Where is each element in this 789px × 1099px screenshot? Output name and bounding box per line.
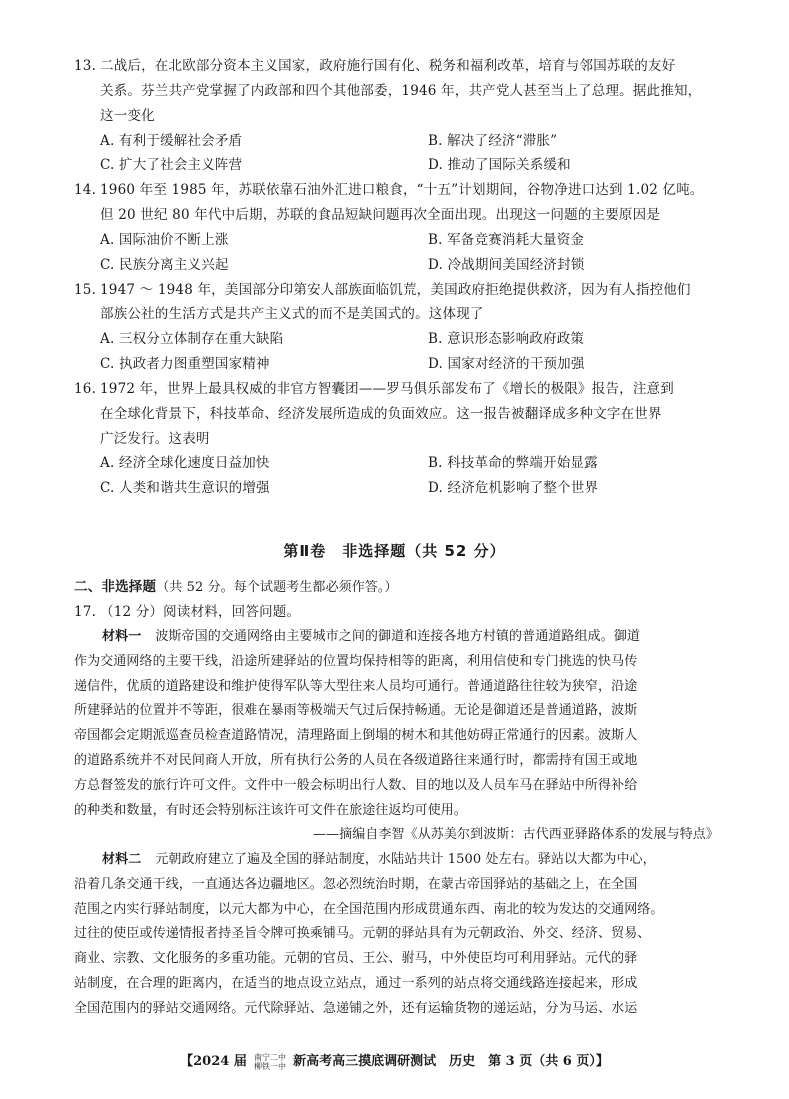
q14-option-b: B. 军备竞赛消耗大量资金: [428, 232, 585, 248]
q16-option-d: D. 经济危机影响了整个世界: [428, 480, 599, 496]
q16-option-a: A. 经济全球化速度日益加快: [100, 455, 270, 471]
q17-material-1-source: ——摘编自李智《从苏美尔到波斯：古代西亚驿路体系的发展与特点》: [312, 827, 719, 842]
q14-option-d: D. 冷战期间美国经济封锁: [428, 257, 585, 273]
q17-material-2-line-5: 商业、宗教、文化服务的多重功能。元朝的官员、王公、驸马，中外使臣均可利用驿站。元代的驿: [74, 951, 638, 966]
q16-line-3: 广泛发行。这表明: [100, 431, 210, 447]
q13-option-d: D. 推动了国际关系缓和: [428, 157, 571, 173]
q16-line-2: 在全球化背景下，科技革命、经济发展所造成的负面效应。这一报告被翻译成多种文字在世界: [100, 406, 662, 422]
q16-option-b: B. 科技革命的弊端开始显露: [428, 455, 598, 471]
q15-option-b: B. 意识形态影响政府政策: [428, 331, 585, 347]
q17-material-2-line-6: 站制度，在合理的距离内，在适当的地点设立站点，通过一系列的站点将交通线路连接起来，形成: [74, 976, 638, 991]
q17-material-1-line-2: 作为交通网络的主要干线，沿途所建驿站的位置均保持相等的距离，利用信使和专门挑选的快马传: [74, 654, 638, 669]
q17-material-2-line-1: 材料二 元朝政府建立了遍及全国的驿站制度，水陆站共计 1500 处左右。驿站以大都为中心，: [102, 852, 656, 867]
q14-line-2: 但 20 世纪 80 年代中后期，苏联的食品短缺问题再次全面出现。出现这一问题的主要原因是: [100, 207, 661, 223]
q17-material-1-line-5: 帝国都会定期派巡查员检查道路情况，清理路面上倒塌的树木和其他妨碍正常通行的因素。波斯人: [74, 728, 638, 743]
q17-prompt: 17. （12 分）阅读材料，回答问题。: [74, 604, 301, 620]
footer-school-bottom: 柳铁一中: [254, 1061, 286, 1071]
q17-material-2-line-7: 全国范围内的驿站交通网络。元代除驿站、急递铺之外，还有运输货物的递运站，分为马运、水运: [74, 1001, 638, 1016]
q17-material-1-line-7: 方总督签发的旅行许可文件。文件中一般会标明出行人数、目的地以及人员车马在驿站中所得补给: [74, 778, 638, 793]
footer-school-top: 南宁二中: [254, 1052, 286, 1062]
q17-material-1-line-6: 的道路系统并不对民间商人开放，所有执行公务的人员在各级道路往来通行时，都需持有国王或地: [74, 753, 638, 768]
footer-left: 【2024 届: [180, 1054, 247, 1069]
section-title: 第Ⅱ卷 非选择题（共 52 分）: [283, 542, 506, 560]
q15-option-c: C. 执政者力图重塑国家精神: [100, 356, 270, 372]
q13-option-a: A. 有利于缓解社会矛盾: [100, 133, 243, 149]
footer-right: 新高考高三摸底调研测试 历史 第 3 页（共 6 页）】: [293, 1054, 609, 1069]
q13-line-3: 这一变化: [100, 108, 155, 124]
q15-option-a: A. 三权分立体制存在重大缺陷: [100, 331, 284, 347]
q16-line-1: 16. 1972 年，世界上最具权威的非官方智囊团——罗马俱乐部发布了《增长的极限》报告，注意到: [74, 381, 674, 397]
page-footer: [0, 1050, 789, 1071]
section-heading-note: （共 52 分。每个试题考生都必须作答。）: [156, 580, 398, 595]
q17-material-1-line-8: 的种类和数量，有时还会特别标注该许可文件在旅途往返均可使用。: [74, 803, 468, 818]
q17-material-2-line-3: 范围之内实行驿站制度，以元大都为中心，在全国范围内形成贯通东西、南北的较为发达的交通网络。: [74, 902, 664, 917]
q17-material-1-line-4: 所建驿站的位置并不等距，很难在暴雨等极端天气过后保持畅通。无论是御道还是普通道路，波斯: [74, 703, 638, 718]
q13-line-1: 13. 二战后，在北欧部分资本主义国家，政府施行国有化、税务和福利改革，培育与邻国苏联的友好: [74, 58, 676, 74]
q14-option-c: C. 民族分离主义兴起: [100, 257, 229, 273]
q14-option-a: A. 国际油价不断上涨: [100, 232, 229, 248]
q17-material-1-line-1: 材料一 波斯帝国的交通网络由主要城市之间的御道和连接各地方村镇的普通道路组成。御道: [102, 629, 641, 644]
footer-schools: [254, 1053, 286, 1071]
q13-option-c: C. 扩大了社会主义阵营: [100, 157, 243, 173]
q15-option-d: D. 国家对经济的干预加强: [428, 356, 585, 372]
section-heading-label: 二、非选择题: [74, 579, 157, 595]
q17-material-2-line-4: 过往的使臣或传递情报者持圣旨令牌可换乘铺马。元朝的驿站具有为元朝政治、外交、经济、贸易、: [74, 926, 651, 941]
q15-line-1: 15. 1947 ～ 1948 年，美国部分印第安人部族面临饥荒，美国政府拒绝提供救济，因为有人指控他们: [74, 282, 691, 298]
q14-line-1: 14. 1960 年至 1985 年，苏联依靠石油外汇进口粮食，“十五”计划期间，谷物净进口达到 1.02 亿吨。: [74, 182, 704, 198]
q17-material-1-line-3: 递信件，优质的道路建设和维护使得军队等大型往来人员均可通行。普通道路往往较为狭窄，沿途: [74, 679, 638, 694]
q15-line-2: 部族公社的生活方式是共产主义式的而不是美国式的。这体现了: [100, 306, 484, 322]
q13-option-b: B. 解决了经济“滞胀”: [428, 133, 558, 149]
material-2-label: 材料二: [102, 852, 142, 867]
material-1-label: 材料一: [102, 629, 142, 644]
q13-line-2: 关系。芬兰共产党掌握了内政部和四个其他部委，1946 年，共产党人甚至当上了总理。据此推知，: [100, 83, 702, 99]
q17-material-2-line-2: 沿着几条交通干线，一直通达各边疆地区。忽必烈统治时期，在蒙古帝国驿站的基础之上，在全国: [74, 877, 638, 892]
section-heading: [74, 578, 398, 597]
q16-option-c: C. 人类和谐共生意识的增强: [100, 480, 270, 496]
